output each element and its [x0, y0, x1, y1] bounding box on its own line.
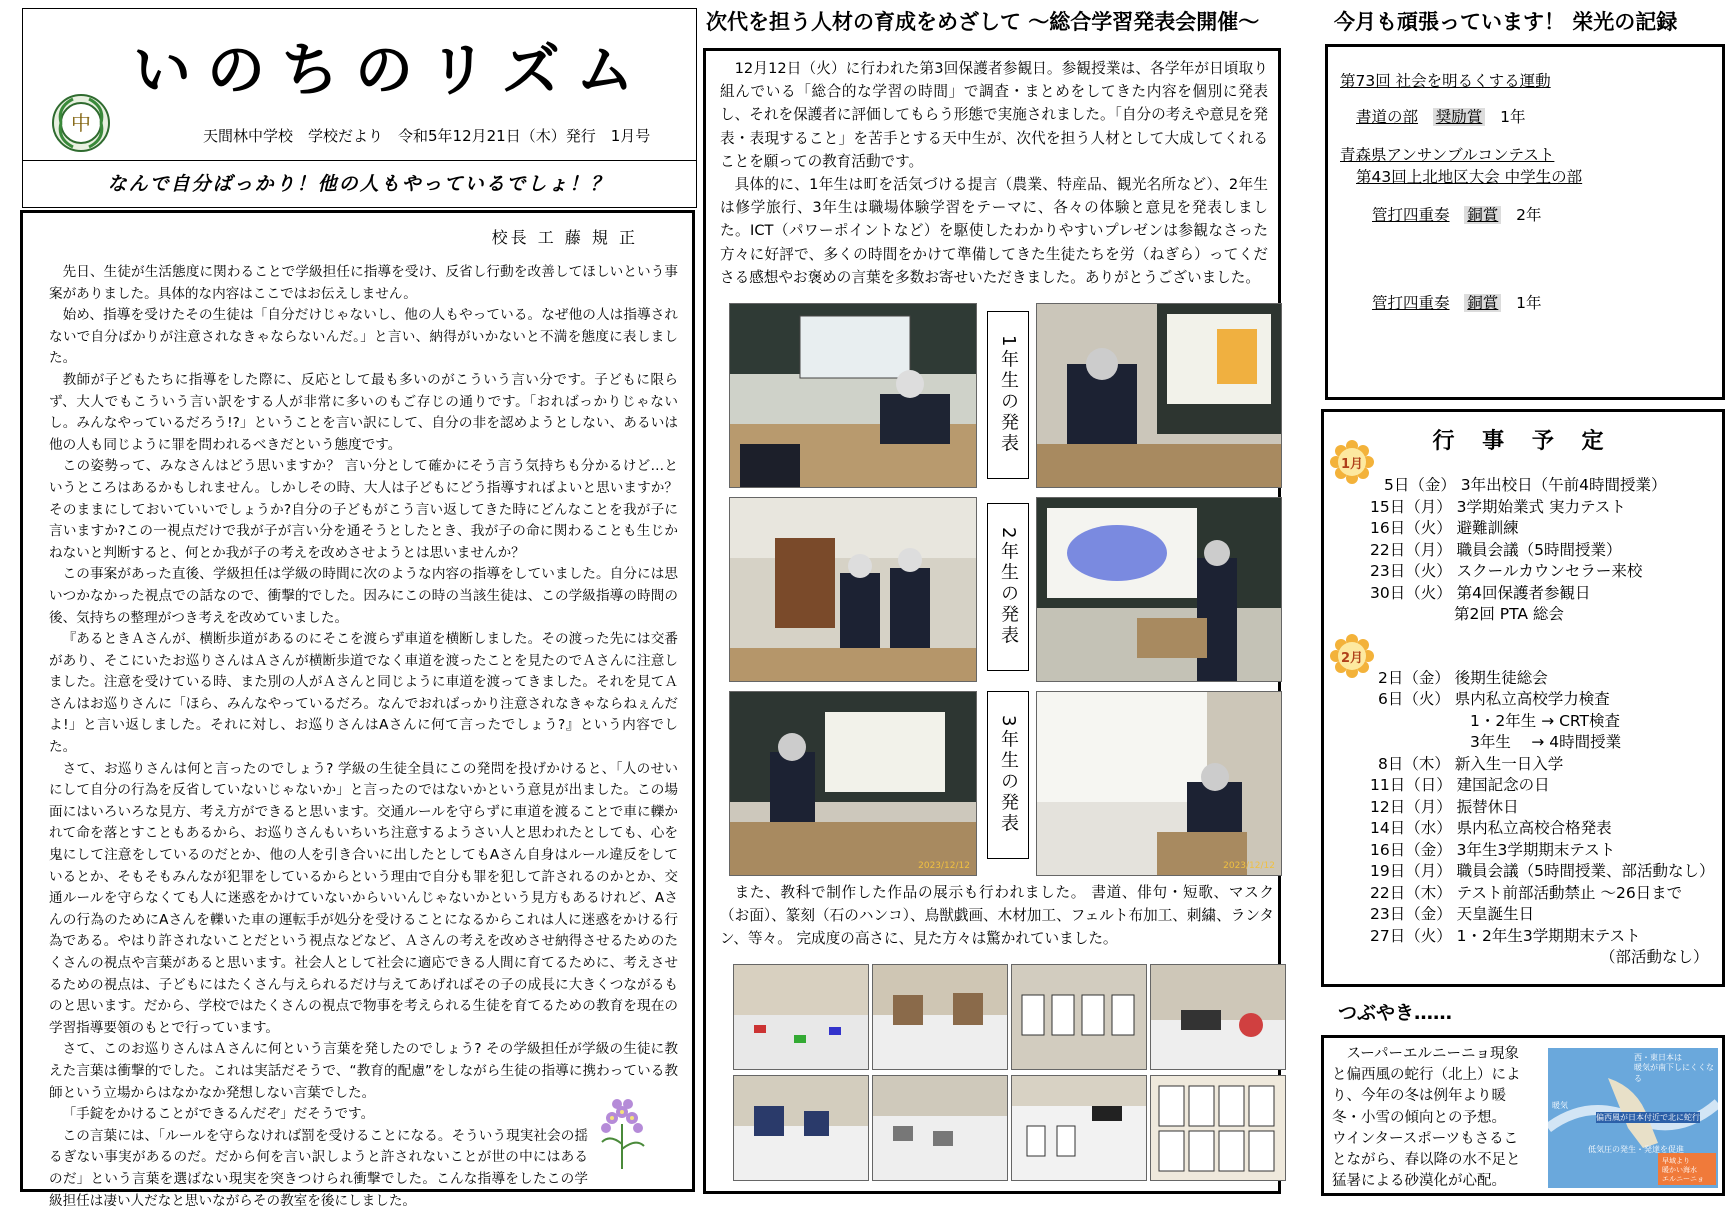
principal-article: [20, 210, 695, 1209]
award-row: [1340, 291, 1712, 313]
records-heading: 今月も頑張っています！ 栄光の記録: [1334, 10, 1678, 34]
event-row: 3年生 → 4時間授業: [1470, 733, 1622, 751]
article-paragraph: 教師が子どもたちに指導をした際に、反応として最も多いのがこういう言い分です。子どもに限らず、大人でもこういう言い訳をする人が非常に多いのもご存じの通りです。「おればっかりじゃないし。みんなやっているだろう!?」ということを言い訳にして、自分の非を認めようとしない、あるいは他の人も同じように罪を問われるべきだという態度です。: [49, 371, 678, 453]
photo-grade3-right: [1036, 691, 1282, 876]
event-row: 12日（月） 振替休日: [1370, 797, 1519, 816]
event-row: 23日（金） 天皇誕生日: [1370, 905, 1535, 923]
award-grade: 1年: [1516, 294, 1542, 312]
issue-info: 天間林中学校 学校だより 令和5年12月21日（木）発行 1月号: [203, 127, 651, 145]
event-row: 16日（金） 3年生3学期期末テスト: [1370, 840, 1616, 859]
event-row: 30日（火） 第4回保護者参観日: [1370, 583, 1591, 602]
award-row: [1340, 105, 1712, 127]
svg-text:中: 中: [71, 111, 91, 135]
article-paragraph: 『あるときＡさんが、横断歩道があるのにそこを渡らず車道を横断しました。その渡った先には交番があり、そこにいたお巡りさんはＡさんが横断歩道でなく車道を渡ったことを見たのでＡさんに注意しました。注意を受けている時、また別の人がＡさんと同じように車道を渡ってきました。それを見てＡさんはお巡りさんに「ほら、みんなやっているだろ。なんでおればっかり注意されなきゃならねぇんだよ!」と言い返しました。それに対し、お巡りさんはAさんに何て言ったでしょう?』という内容でした。: [49, 631, 678, 756]
event-row: 8日（木） 新入生一日入学: [1378, 754, 1564, 773]
article-paragraph: 「手錠をかけることができるんだぞ」だそうです。: [62, 1106, 375, 1123]
article-paragraph: 始め、指導を受けたその生徒は「自分だけじゃないし、他の人もやっている。なぜ他の人は指導されないで自分ばかりが注意されなきゃならないんだ。」と言い、納得がいかないと不満を態度に表しました。: [49, 307, 678, 367]
award-event: 管打四重奏: [1372, 294, 1450, 312]
exhibit-photo: [1150, 1075, 1286, 1181]
february-label: 2月: [1340, 651, 1364, 666]
award-name: 奨励賞: [1433, 108, 1486, 126]
award-name: 銅賞: [1464, 294, 1501, 312]
map-label: エルニーニョ: [1662, 1175, 1704, 1183]
grade3-label: 3年生の発表: [987, 691, 1029, 859]
article-paragraph: 具体的に、1年生は町を活気づける提言（農業、特産品、観光名所など）、2年生は修学旅行、3年生は職場体験学習をテーマに、各々の体験と意見を発表しました。ICT（パワーポイントなど）を駆使したわかりやすいプレゼンは参観なさった方々に好評で、多くの時間をかけて準備してきた生徒たちを労（ねぎら）ってくださる感想やお褒めの言葉を多数お寄せいただきました。ありがとうございました。: [720, 176, 1268, 286]
exhibit-photo: [733, 1075, 869, 1181]
photo-grade2-right: [1036, 497, 1282, 682]
event-row: 22日（木） テスト前部活動禁止 ～26日まで: [1370, 883, 1683, 902]
exhibit-photo: [872, 964, 1008, 1070]
principal-headline: なんで自分ばっかり！他の人もやっているでしょ！？: [22, 160, 697, 208]
event-row: 15日（月） 3学期始業式 実力テスト: [1370, 497, 1626, 516]
map-label: 偏西風が日本付近で北に蛇行: [1596, 1113, 1700, 1122]
article-paragraph: 12月12日（火）に行われた第3回保護者参観日。参観授業は、各学年が日頃取り組んでいる「総合的な学習の時間」で調査・まとめをしてきた内容を個別に発表し、それを保護者に評価してもらう形態で実施されました。「自分の考えや意見を発表・表現すること」を苦手とする天中生が、次代を担う人材として大成してくれることを願っての教育活動です。: [720, 60, 1268, 170]
article-paragraph: この言葉には、「ルールを守らなければ罰を受けることになる。そういう現実社会の揺るぎない事実があるのだ。だから何を言い訳しようと許されないことが世の中にはあるのだ」という言葉を選ばない現実を突きつけられ衝撃でした。こんな指導をしたこの学級担任は凄い人だなと思いながらその教室を後にしました。: [49, 1127, 588, 1209]
flower-illustration-icon: [592, 1094, 652, 1169]
middle-heading: 次代を担う人材の育成をめざして ～総合学習発表会開催～: [706, 10, 1260, 34]
exhibit-paragraph: また、教科で制作した作品の展示も行われました。 書道、俳句・短歌、マスク（お面）、篆刻（石のハンコ）、鳥獣戯画、木材加工、フェルト布加工、刺繍、ランタン、等々。 完成度の高さに、見た方々は驚かれていました。: [720, 884, 1274, 948]
newsletter-title: いのちのリズム: [133, 36, 650, 104]
january-icon: [1330, 440, 1374, 484]
photo-grade1-right: [1036, 303, 1282, 488]
photo-grade1-left: [729, 303, 977, 488]
event-row: 6日（火） 県内私立高校学力検査: [1378, 690, 1610, 708]
event-row: 11日（日） 建国記念の日: [1370, 776, 1550, 794]
exhibit-photo: [1011, 964, 1147, 1070]
event-row: 27日（火） 1・2年生3学期期末テスト: [1370, 926, 1641, 945]
photo-grade2-left: [729, 497, 977, 682]
presentation-article: [703, 48, 1281, 1194]
principal-author: 校長 工 藤 規 正: [491, 228, 638, 247]
school-emblem-icon: [51, 93, 111, 153]
event-row: 5日（金） 3年出校日（午前4時間授業）: [1384, 476, 1667, 494]
tweet-text: スーパーエルニーニョ現象と偏西風の蛇行（北上）により、今年の冬は例年より暖冬・小雪の傾向との予想。 ウインタースポーツもさることながら、春以降の水不足と猛暑による砂漠化が心配。: [1332, 1046, 1521, 1190]
weather-map-image: [1548, 1048, 1718, 1188]
exhibit-photo: [733, 964, 869, 1070]
map-label: 早域より: [1662, 1157, 1690, 1165]
event-row: 19日（月） 職員会議（5時間授業、部活動なし）: [1370, 862, 1715, 880]
article-paragraph: この姿勢って、みなさんはどう思いますか？ 言い分として確かにそう言う気持ちも分かるけど…というところはあるかもしれません。しかしその時、大人は子どもにどう指導すればよいと思いますか？ そのままにしておいていいでしょうか?自分の子どもがこう言い返してきた時にどんなことを我が子に言いますか?この一視点だけで我が子が言い分を通そうとしたとき、我が子の命に関わることも生じかねないと判断すると、何とか我が子の考えを改めさせようとは思いませんか？: [49, 458, 678, 561]
photo-date-stamp: 2023/12/12: [918, 861, 970, 871]
event-row: 14日（水） 県内私立高校合格発表: [1370, 819, 1612, 837]
exhibit-photo: [1011, 1075, 1147, 1181]
award-name: 銅賞: [1464, 206, 1501, 224]
exhibit-photo: [1150, 964, 1286, 1070]
award-event: 管打四重奏: [1372, 206, 1450, 224]
event-row: 22日（月） 職員会議（5時間授業）: [1370, 540, 1622, 559]
grade1-label: 1年生の発表: [987, 311, 1029, 479]
events-title: 行 事 予 定: [1432, 429, 1614, 454]
photo-date-stamp: 2023/12/12: [1223, 861, 1275, 871]
masthead: [22, 8, 697, 160]
photo-grade3-left: [729, 691, 977, 876]
tweet-box: [1321, 1035, 1725, 1196]
award-grade: 2年: [1516, 206, 1542, 224]
article-paragraph: 先日、生徒が生活態度に関わることで学級担任に指導を受け、反省し行動を改善してほしいという事案がありました。具体的な内容はここではお伝えしません。: [49, 264, 678, 302]
events-box: [1321, 409, 1725, 987]
contest-title: 青森県アンサンブルコンテスト: [1340, 146, 1555, 164]
article-paragraph: さて、このお巡りさんはＡさんに何という言葉を発したのでしょう? その学級担任が学級の生徒に教えた言葉は衝撃的でした。これは実話だそうで、“教育的配慮”をしながら生徒の指導に携わっている教師という立場からはなかなか発想しない言葉でした。: [49, 1041, 678, 1101]
grade2-label: 2年生の発表: [987, 503, 1029, 671]
map-label: 西・東日本は: [1634, 1053, 1682, 1062]
award-event: 書道の部: [1356, 108, 1419, 126]
event-row: 1・2年生 → CRT検査: [1470, 711, 1620, 730]
tweet-heading: つぶやき……: [1338, 1002, 1453, 1024]
records-box: [1325, 44, 1725, 400]
map-label: 低気圧の発生・発達を促進: [1588, 1145, 1684, 1154]
article-paragraph: さて、お巡りさんは何と言ったのでしょう? 学級の生徒全員にこの発問を投げかけると、「人のせいにして自分の行為を反省していないじゃないか」と言ったのではないかという意見が出ました。この場面にはいろいろな見方、考え方ができると思います。交通ルールを守らずに車道を渡ることで車に轢かれて命を落とすこともあるから、お巡りさんもいちいち注意するようさい人と思われたとしても、心を鬼にして注意をしているのだとか、他の人を引き合いに出したとしてもAさん自身はルール違反をしているとか、そもそもみんなが犯罪をしているからという理由で自分も罪を犯して許されるのかとか、交通ルールを守らなくても人に迷惑をかけていないからいいんじゃないかという見方もあるけれど、Aさんの行為のためにAさんを轢いた車の運転手が処分を受けることになるからこれは人に迷惑をかける行為である。やはり許されないことだという視点などなど、Ａさんの考えを改めさせ納得させるためのたくさんの視点や言葉があると思います。社会人として社会に適応できる人間に育てるために、考えさせるための視点は、子どもにはたくさん与えられるだけ与えてあげればその子の成長に大きくつながるものと思います。だから、学校ではたくさんの視点で物事を考えられる生徒を育てるための教育を現在の学習指導要領のもとで行っています。: [49, 760, 678, 1036]
contest-subtitle: 第43回上北地区大会 中学生の部: [1356, 168, 1583, 186]
map-label: 暖かい海水: [1662, 1166, 1697, 1174]
event-row: 2日（金） 後期生徒総会: [1378, 668, 1548, 687]
event-row: 23日（火） スクールカウンセラー来校: [1370, 562, 1643, 580]
map-label: 暖気が南下しにくくなる: [1634, 1063, 1714, 1083]
map-label: 暖気: [1552, 1101, 1568, 1110]
award-grade: 1年: [1500, 108, 1526, 126]
exhibit-photo: [872, 1075, 1008, 1181]
event-row: 第2回 PTA 総会: [1454, 605, 1564, 623]
january-label: 1月: [1340, 457, 1364, 472]
event-row: 16日（火） 避難訓練: [1370, 519, 1519, 537]
contest-title: 第73回 社会を明るくする運動: [1340, 72, 1551, 90]
award-row: [1340, 203, 1712, 225]
february-icon: [1330, 634, 1374, 678]
event-row: （部活動なし）: [1600, 948, 1709, 966]
article-paragraph: この事案があった直後、学級担任は学級の時間に次のような内容の指導をしていました。自分には思いつかなかった視点での話なので、衝撃的でした。因みにこの時の当該生徒は、この学級指導の時間の後、気持ちの整理がつき考えを改めていました。: [49, 566, 678, 626]
